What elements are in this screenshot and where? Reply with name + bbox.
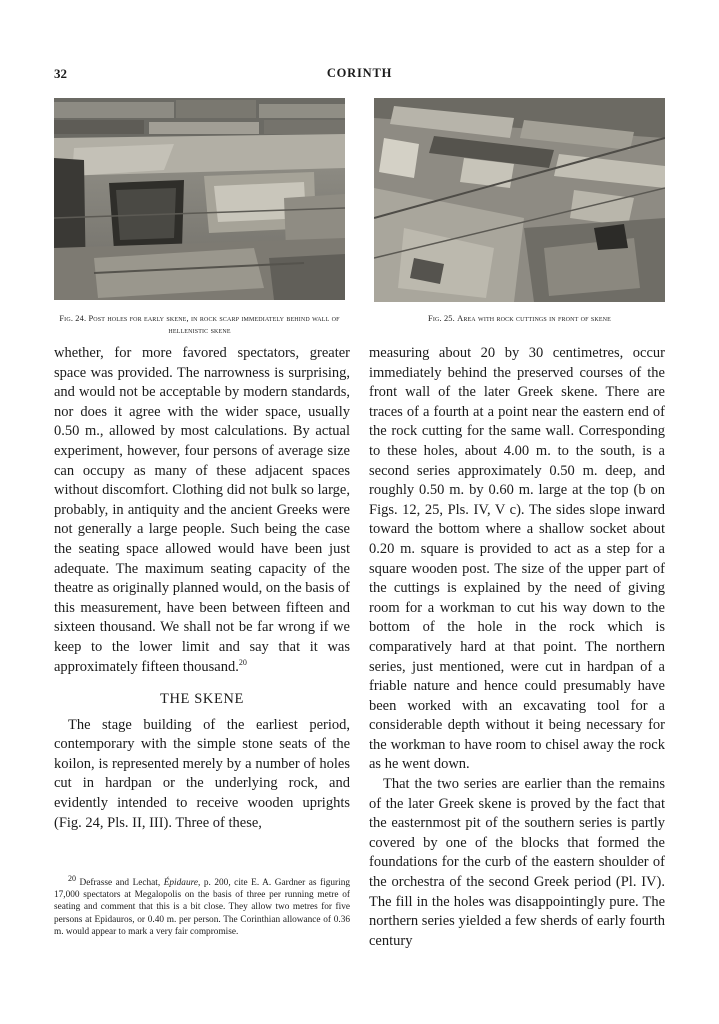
figure-24-caption [54, 313, 345, 337]
footnote-text-after: , p. 200, cite E. A. Gardner as figuring 17,000 spectators at Megalopolis on the basis of three per running metre of seating and comment that this is a bit close. They allow two metres for five persons at Epidauros, or 0.40 m. per person. The Corinthian allowance of 0.36 m. would appear to mark a very fair compromise. [54, 878, 350, 937]
figure-25-caption [374, 313, 665, 325]
page-number: 32 [54, 66, 67, 81]
post-holes-photo-image [54, 98, 345, 300]
section-heading-skene: THE SKENE [160, 691, 244, 708]
rock-cuttings-photo-image [374, 98, 665, 302]
left-paragraph-1-text: whether, for more favored spectators, greater space was provided. The narrowness is surprising, and would not be acceptable by modern standards, nor does it agree with the wider space, usually 0.50 m., allowed by most calculations. By actual experiment, however, four persons of average size can occupy as many of these adjacent spaces without discomfort. Clothing did not bulk so large, probably, in antiquity and the ancient Greeks were not generally a large people. Such being the case the seating space allowed would have been just adequate. The maximum seating capacity of the theatre as originally planned would, on the basis of this measurement, have been between fifteen and sixteen thousand. We shall not be far wrong if we keep to the lower limit and say that it was approximately fifteen thousand. [54, 345, 350, 675]
right-paragraph-1: measuring about 20 by 30 centimetres, occur immediately behind the preserved courses of the front wall of the later Greek skene. There are traces of a fourth at a point near the eastern end of the rock cutting for the same wall. Corresponding to these holes, about 4.00 m. to the south, is a second series approximately 0.50 m. deep, and roughly 0.50 m. by 0.60 m. large at the top (b on Figs. 12, 25, Pls. IV, V c). The sides slope inward toward the bottom where a shallow socket about 0.20 m. square is provided to act as a step for a square wooden post. The size of the upper part of the cuttings is explained by the need of giving room for a workman to cut his way down to the bottom of the hole in the rock which is comparatively hard at that point. The northern series, just mentioned, were cut in hardpan of a friable nature and hence could presumably have been worked with an excavating tool for a considerable depth without it being necessary for the workman to have room to chisel away the rock as he went down. [369, 345, 665, 773]
page-header [54, 66, 665, 84]
footnote-20 [54, 873, 350, 938]
footnote-number: 20 [68, 873, 76, 883]
left-paragraph-1 [54, 344, 350, 677]
footnote-ref-20: 20 [238, 657, 247, 667]
figure-24-caption-text: Post holes for early skene, in rock scarp immediately behind wall of hellenistic skene [88, 314, 340, 335]
figure-24-photo [54, 98, 345, 300]
figure-25-photo [374, 98, 665, 302]
figure-25-caption-text: Area with rock cuttings in front of skene [457, 314, 611, 323]
right-column [369, 344, 665, 951]
right-paragraph-2: That the two series are earlier than the remains of the later Greek skene is proved by the fact that the easternmost pit of the southern series is partly covered by one of the blocks that formed the foundations for the curb of the eastern shoulder of the orchestra of the second Greek period (Pl. IV). The fill in the holes was disappointingly pure. The northern series yielded a few sherds of early fourth century [369, 776, 665, 949]
left-paragraph-2: The stage building of the earliest period, contemporary with the simple stone seats of the koilon, is represented merely by a number of holes cut in hardpan or the underlying rock, and evidently intended to receive wooden uprights (Fig. 24, Pls. II, III). Three of these, [54, 716, 350, 831]
figure-24-number: Fig. 24. [59, 314, 87, 323]
running-title: CORINTH [326, 66, 393, 80]
figure-25-number: Fig. 25. [428, 314, 455, 323]
footnote-work-title: Épidaure [163, 878, 198, 888]
footnote-text-before: Defrasse and Lechat, [79, 878, 161, 888]
left-column [54, 344, 350, 833]
